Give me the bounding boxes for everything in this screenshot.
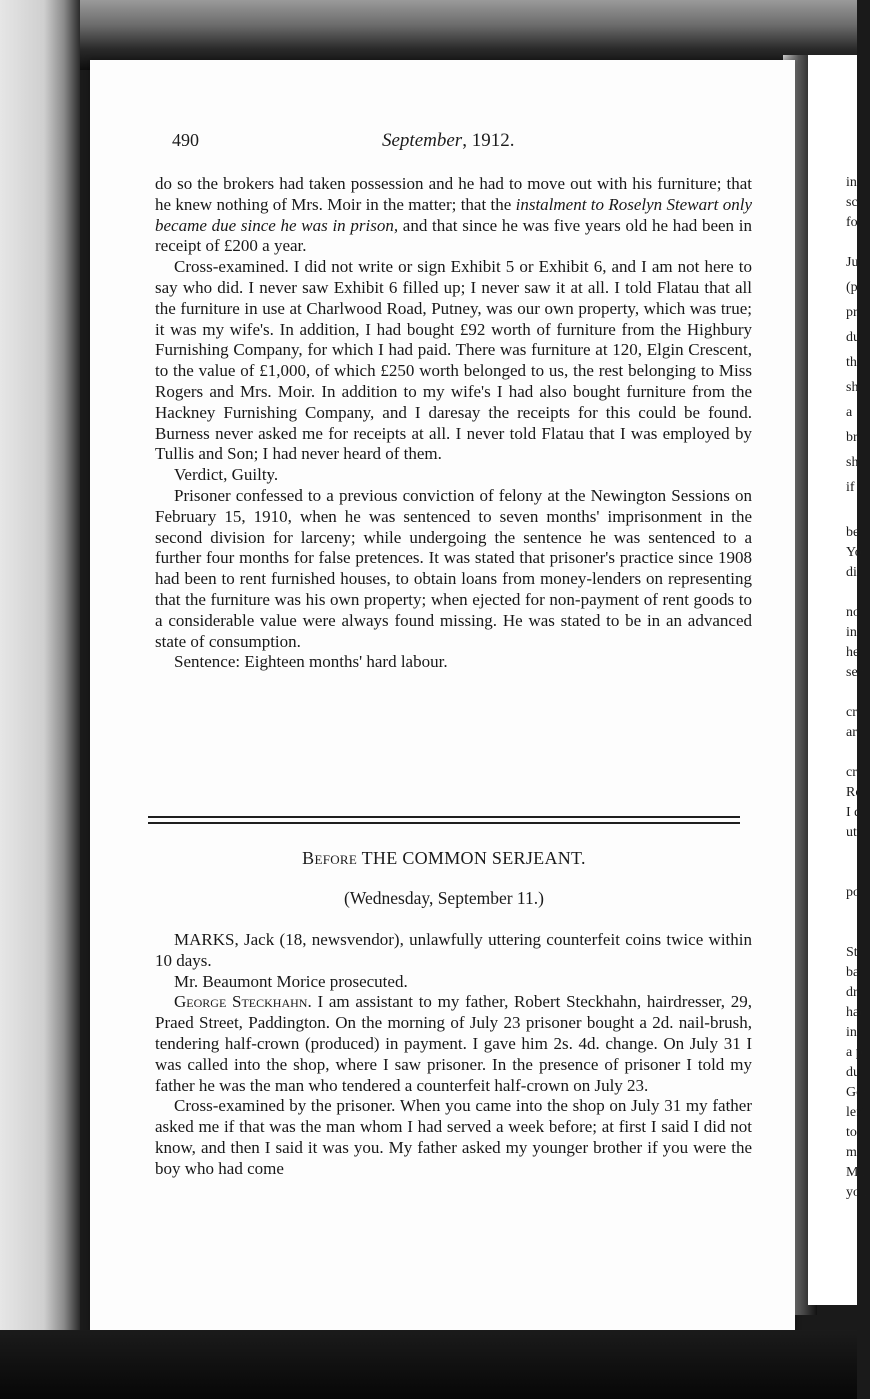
facing-page-fragment: a — [846, 405, 853, 420]
facing-page-fragment: had — [846, 1005, 867, 1020]
facing-page-fragment: fo — [846, 215, 858, 230]
facing-page-fragment: di — [846, 565, 857, 580]
facing-page-fragment: du — [846, 330, 860, 345]
facing-page-fragment: are — [846, 725, 864, 740]
running-title-month: September — [382, 130, 463, 151]
paragraph-witness-steckhahn — [155, 992, 752, 1096]
paragraph-verdict: Verdict, Guilty. — [174, 465, 279, 485]
paragraph-indictment: MARKS, Jack (18, newsvendor), unlawfully uttering counterfeit coins twice within 10 days. — [155, 930, 752, 970]
facing-page-fragment: Ro — [846, 785, 863, 800]
running-title — [382, 130, 514, 152]
witness-testimony: I am assistant to my father, Robert Steckhahn, hairdresser, 29, Praed Street, Paddington. On the morning of July 23 prisoner bought a 2d. nail-brush, tendering half-crown (produced) in payment. I gave him 2s. 4d. change. On July 31 I was called into the shop, where I saw prisoner. In the presence of prisoner I told my father he was the man who tendered a counterfeit half-crown on July 23. — [155, 992, 752, 1095]
scan-left-edge — [0, 0, 80, 1399]
case-marks — [155, 930, 752, 1180]
facing-page-fragment: th — [846, 355, 857, 370]
facing-page-fragment: Goo — [846, 1085, 870, 1100]
page-number: 490 — [172, 130, 199, 150]
paragraph-defence-statement — [155, 174, 752, 257]
case-continuation — [155, 174, 752, 673]
court-heading — [148, 848, 740, 869]
facing-page-fragment: utt — [846, 825, 861, 840]
paragraph-sentence: Sentence: Eighteen months' hard labour. — [174, 652, 448, 672]
paragraph-text: do so the brokers had taken possession and he had to move out with his furniture; that he knew nothing of Mrs. Moir in the matter; that the — [155, 174, 752, 214]
paragraph-text-end: and that since he was five years old he had been in receipt of £200 a year. — [155, 215, 752, 256]
paragraph-cross-examined-prisoner: Cross-examined by the prisoner. When you came into the shop on July 31 my father asked me if that was the man whom I had served a week before; at first I said I did not know, and then I said it was you. My father asked my younger brother if you were the boy who had come — [155, 1096, 752, 1178]
facing-page-fragment: be — [846, 525, 860, 540]
paragraph-prosecution: Mr. Beaumont Morice prosecuted. — [174, 971, 408, 991]
facing-page-fragment: me — [846, 1145, 864, 1160]
facing-page-fragment: Str — [846, 945, 863, 960]
facing-page-fragment: sc — [846, 195, 858, 210]
facing-page-fragment: left — [846, 1105, 865, 1120]
facing-page-fragment: in — [846, 1025, 857, 1040]
facing-page-fragment: you — [846, 1185, 867, 1200]
facing-page-fragment: he — [846, 645, 860, 660]
italic-phrase: instalment to Roselyn Stewart only became due since he was in prison, — [155, 194, 752, 235]
paragraph-cross-examination: Cross-examined. I did not write or sign Exhibit 5 or Exhibit 6, and I am not here to say who did. I never saw Exhibit 6 filled up; I never saw it at all. I told Flatau that all the furniture in use at Charlwood Road, Putney, was our own property, which was true; it was my wife's. In addition, I had bought £92 worth of furniture from the Highbury Furnishing Company, for which I had paid. There was furniture at 120, Elgin Crescent, to the value of £1,000, of which £250 worth belonged to us, the rest belonging to Miss Rogers and Mrs. Moir. In addition to my wife's I had also bought furniture from the Hackney Furnishing Company, and I daresay the receipts for this could be found. Burness never asked me for receipts at all. I never told Flatau that I was employed by Tullis and Son; I had never heard of them. — [155, 257, 752, 464]
court-date: (Wednesday, September 11.) — [344, 888, 544, 908]
facing-page-fragment: dri — [846, 985, 862, 1000]
facing-page-fragment: no — [846, 605, 860, 620]
witness-name: George Steckhahn. — [174, 992, 312, 1012]
facing-page-fragment: cr — [846, 765, 857, 780]
facing-page-fragment: I d — [846, 805, 862, 820]
section-divider-rule — [148, 816, 740, 824]
court-heading-before: Before — [302, 848, 358, 868]
court-heading-title: THE COMMON SERJEANT. — [357, 848, 586, 868]
facing-page-fragment: bar — [846, 965, 864, 980]
facing-page-fragment: sh — [846, 380, 859, 395]
scan-bottom-margin — [0, 1330, 857, 1399]
facing-page-fragment: if — [846, 480, 855, 495]
facing-page-fragment: in — [846, 175, 857, 190]
facing-page-fragment: br — [846, 430, 858, 445]
facing-page-fragment: Ju — [846, 255, 859, 270]
facing-page-fragment: a p — [846, 1045, 863, 1060]
facing-page-fragment: see — [846, 665, 864, 680]
facing-page-fragment: Ma — [846, 1165, 865, 1180]
running-title-year: , 1912. — [462, 130, 515, 151]
facing-page-fragment: pol — [846, 885, 864, 900]
facing-page-fragment: int — [846, 625, 861, 640]
facing-page-fragment: Yo — [846, 545, 862, 560]
facing-page-fragment: sh — [846, 455, 859, 470]
facing-page-fragment: cr — [846, 705, 857, 720]
facing-page-edge — [808, 55, 870, 1305]
facing-page-fragment: duc — [846, 1065, 867, 1080]
facing-page-fragment: (p — [846, 280, 858, 295]
running-header — [172, 130, 737, 154]
paragraph-previous-conviction: Prisoner confessed to a previous conviction of felony at the Newington Sessions on February 15, 1910, when he was sentenced to seven months' imprisonment in the second division for larceny; while undergoing the sentence he was sentenced to a further four months for false pretences. It was stated that prisoner's practice since 1908 had been to rent furnished houses, to obtain loans from money-lenders on representing that the furniture was his own property; when ejected for non-payment of rent goods to a considerable value were always found missing. He was stated to be in an advanced state of consumption. — [155, 485, 752, 651]
facing-page-fragment: pr — [846, 305, 858, 320]
facing-page-fragment: to — [846, 1125, 857, 1140]
